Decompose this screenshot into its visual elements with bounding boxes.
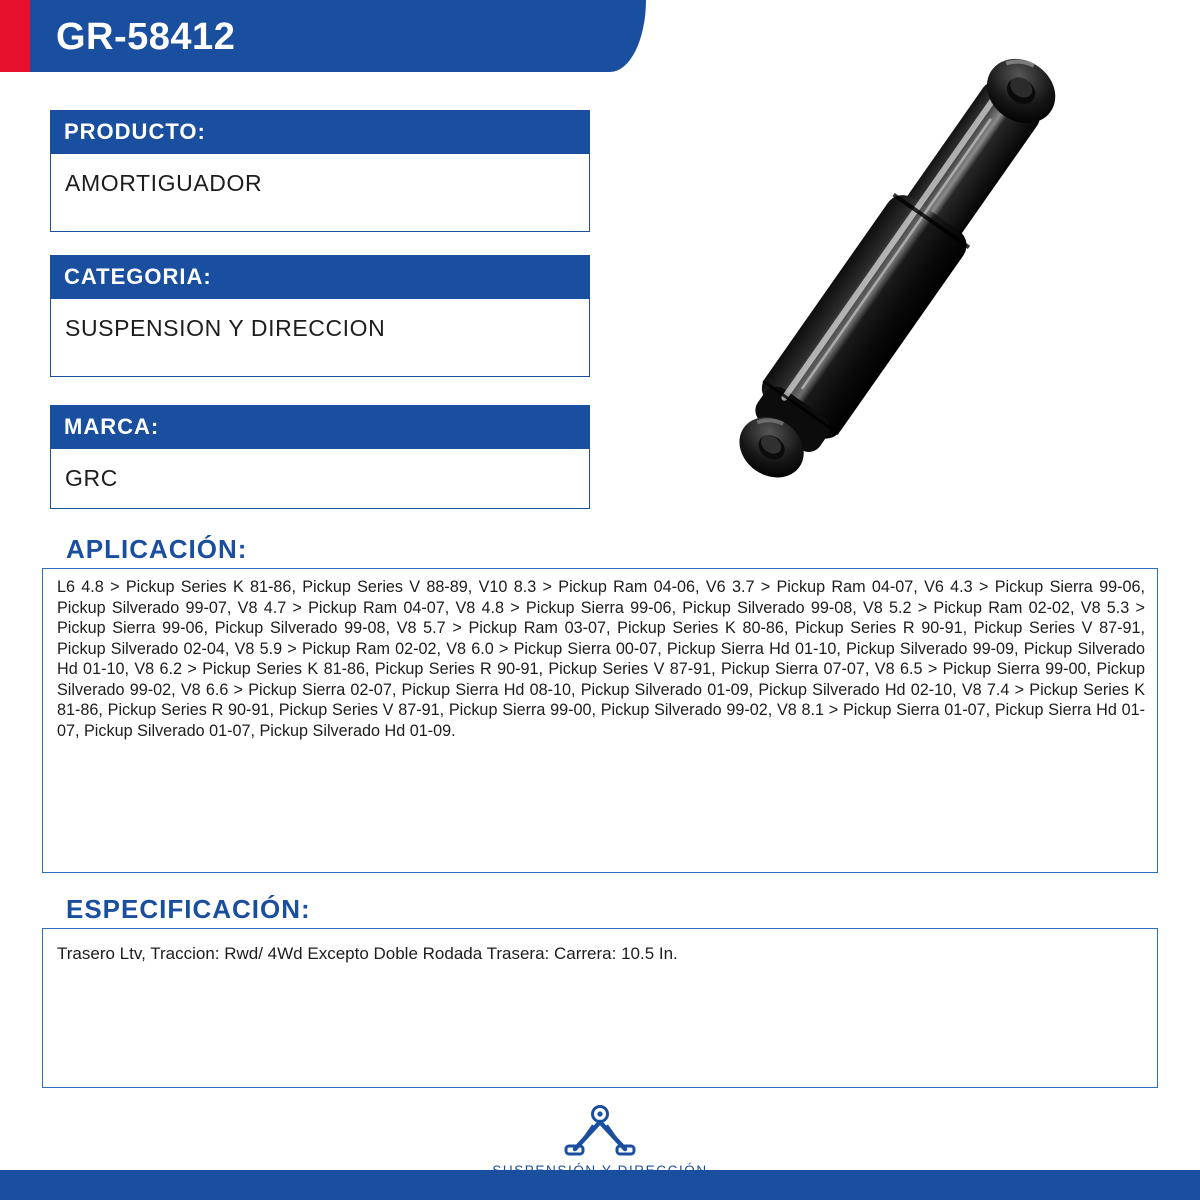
especificacion-text: Trasero Ltv, Traccion: Rwd/ 4Wd Excepto Doble Rodada Trasera: Carrera: 10.5 In. (42, 928, 1158, 1088)
field-marca-label: MARCA: (50, 405, 590, 449)
page-title: GR-58412 (56, 16, 236, 58)
header-red-accent (0, 0, 30, 72)
product-image (620, 30, 1160, 530)
especificacion-heading: ESPECIFICACIÓN: (66, 894, 311, 924)
field-categoria-value: SUSPENSION Y DIRECCION (50, 299, 590, 377)
field-categoria (50, 255, 590, 377)
footer-bar (0, 1170, 1200, 1200)
suspension-arm-icon (555, 1105, 645, 1161)
field-producto-value: AMORTIGUADOR (50, 154, 590, 232)
field-marca (50, 405, 590, 509)
aplicacion-heading: APLICACIÓN: (66, 534, 248, 564)
field-marca-value: GRC (50, 449, 590, 509)
field-producto (50, 110, 590, 232)
field-categoria-label: CATEGORIA: (50, 255, 590, 299)
shock-absorber-illustration (620, 30, 1160, 530)
aplicacion-text: L6 4.8 > Pickup Series K 81-86, Pickup Series V 88-89, V10 8.3 > Pickup Ram 04-06, V6 3.7 > Pickup Ram 04-07, V6 4.3 > Pickup Sierra 99-06, Pickup Silverado 99-07, V8 4.7 > Pickup Ram 04-07, V8 4.8 > Pickup Sierra 99-06, Pickup Silverado 99-08, V8 5.2 > Pickup Ram 02-02, V8 5.3 > Pickup Sierra 99-06, Pickup Silverado 99-08, V8 5.7 > Pickup Ram 03-07, Pickup Series K 80-86, Pickup Series R 90-91, Pickup Series V 87-91, Pickup Silverado 02-04, V8 5.9 > Pickup Ram 02-02, V8 6.0 > Pickup Sierra 00-07, Pickup Sierra Hd 01-10, Pickup Silverado 99-09, Pickup Silverado Hd 01-10, V8 6.2 > Pickup Series K 81-86, Pickup Series R 90-91, Pickup Series V 87-91, Pickup Sierra 07-07, V8 6.5 > Pickup Sierra 99-00, Pickup Silverado 99-02, V8 6.6 > Pickup Sierra 02-07, Pickup Sierra Hd 08-10, Pickup Silverado 01-09, Pickup Silverado Hd 02-10, V8 7.4 > Pickup Series K 81-86, Pickup Series R 90-91, Pickup Series V 87-91, Pickup Sierra 99-00, Pickup Silverado 99-02, V8 8.1 > Pickup Sierra 01-07, Pickup Sierra Hd 01-07, Pickup Silverado 01-07, Pickup Silverado Hd 01-09. (42, 568, 1158, 873)
field-producto-label: PRODUCTO: (50, 110, 590, 154)
footer-logo (0, 1105, 1200, 1178)
